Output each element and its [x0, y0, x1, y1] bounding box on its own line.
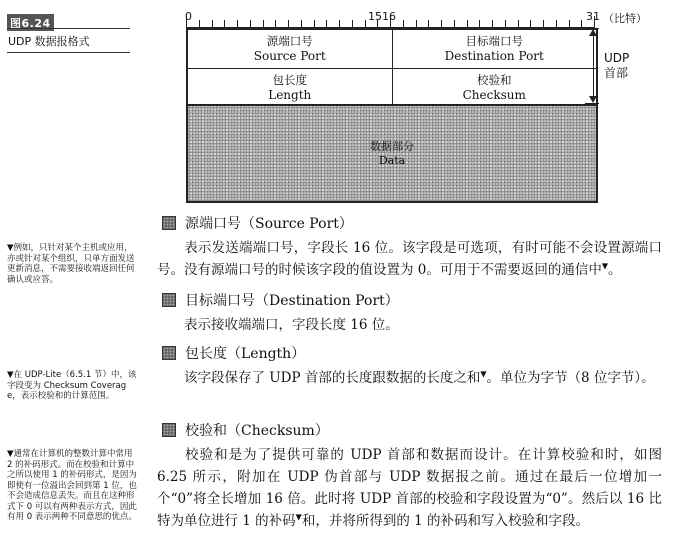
checksum-field: [392, 69, 597, 107]
source-port-heading-text: 源端口号（Source Port）: [185, 216, 353, 232]
udp-header-table: [186, 28, 598, 108]
source-port-paragraph: [157, 237, 662, 281]
square-bullet-icon: [162, 216, 176, 230]
section-heading-length: [162, 343, 305, 363]
bit-label-0: 0: [185, 10, 192, 23]
destination-port-en: Destination Port: [444, 49, 544, 63]
footnote-marker-icon: ▼: [480, 369, 487, 379]
checksum-en: Checksum: [462, 88, 526, 102]
source-port-field: [188, 30, 392, 68]
section-heading-checksum: [162, 420, 329, 440]
footnote-marker-icon: ▼: [295, 512, 302, 522]
bracket-bottom-line: [585, 103, 599, 104]
length-text: 该字段保存了 UDP 首部的长度跟数据的长度之和: [184, 370, 481, 386]
figure-caption-rule: [7, 28, 130, 29]
udp-header-label-line1: UDP: [604, 51, 630, 65]
length-heading-text: 包长度（Length）: [185, 346, 306, 362]
checksum-paragraph: [157, 444, 662, 532]
checksum-text: 校验和是为了提供可靠的 UDP 首部和数据而设计。在计算校验和时，如图 6.25 所示，附加在 UDP 伪首部与 UDP 数据报之前。通过在最后一位增加一个“0”将全长增加 16 倍。此时将 UDP 首部的校验和字段设置为“0”。然后以 16 比特为单位进行 1 的补码: [157, 447, 662, 529]
side-note-1: ▼例如，只针对某个主机或应用，亦或针对某个组织，只单方面发送更新消息，不需要接收端返回任何确认或应答。: [7, 243, 135, 285]
figure-number: 图6.24: [7, 14, 54, 31]
bracket-vertical-line: [593, 32, 594, 99]
arrow-up-icon: [589, 29, 597, 36]
length-paragraph: [157, 367, 662, 389]
destination-port-text: 表示接收端端口，字段长度 16 位。: [184, 317, 399, 333]
side-note-2: ▼在 UDP-Lite（6.5.1 节）中，该字段变为 Checksum Coverage，表示校验和的计算范围。: [7, 370, 137, 401]
section-heading-destination-port: [162, 290, 399, 310]
checksum-text-end: 和，并将所得到的 1 的补码和写入校验和字段。: [301, 513, 589, 529]
data-en: Data: [378, 153, 406, 167]
section-heading-source-port: [162, 213, 353, 233]
destination-port-field: [392, 30, 597, 68]
square-bullet-icon: [162, 293, 176, 307]
header-row-ports: [188, 30, 596, 69]
length-cn: 包长度: [272, 73, 307, 87]
length-field: [188, 69, 392, 107]
source-port-text: 表示发送端端口号，字段长 16 位。该字段是可选项，有时可能不会设置源端口号。没有源端口号的时候该字段的值设置为 0。可用于不需要返回的通信中: [157, 240, 662, 278]
length-text-end: 。单位为字节（8 位字节）。: [486, 370, 655, 386]
destination-port-paragraph: [157, 314, 662, 336]
square-bullet-icon: [162, 346, 176, 360]
destination-port-cn: 目标端口号: [465, 34, 523, 48]
length-en: Length: [268, 88, 312, 102]
source-port-en: Source Port: [253, 49, 326, 63]
checksum-heading-text: 校验和（Checksum）: [185, 423, 329, 439]
udp-header-label: [604, 51, 629, 81]
bit-label-15: 15: [368, 10, 382, 23]
checksum-cn: 校验和: [477, 73, 512, 87]
side-note-3: ▼通常在计算机的整数计算中常用 2 的补码形式。而在校验和计算中之所以使用 1 的补码形式，是因为即使有一位溢出会回到第 1 位，也不会造成信息丢失。而且在这种形式下 0 可以有两种表示方式，因此有用 0 表示两种不同意思的优点。: [7, 449, 137, 522]
bit-label-16: 16: [382, 10, 396, 23]
data-payload-field: [186, 104, 598, 203]
header-row-length-checksum: [188, 69, 596, 108]
destination-port-heading-text: 目标端口号（Destination Port）: [185, 293, 399, 309]
figure-caption-rule-bottom: [7, 52, 130, 53]
udp-header-label-line2: 首部: [604, 66, 629, 80]
arrow-down-icon: [589, 96, 597, 103]
data-cn: 数据部分: [370, 139, 414, 153]
source-port-cn: 源端口号: [266, 34, 313, 48]
footnote-marker-icon: ▼: [601, 261, 609, 271]
figure-title: UDP 数据报格式: [8, 35, 90, 48]
bit-label-31: 31: [586, 10, 600, 23]
square-bullet-icon: [162, 423, 176, 437]
source-port-text-end: 。: [608, 262, 622, 278]
bit-unit-label: （比特）: [603, 12, 647, 25]
